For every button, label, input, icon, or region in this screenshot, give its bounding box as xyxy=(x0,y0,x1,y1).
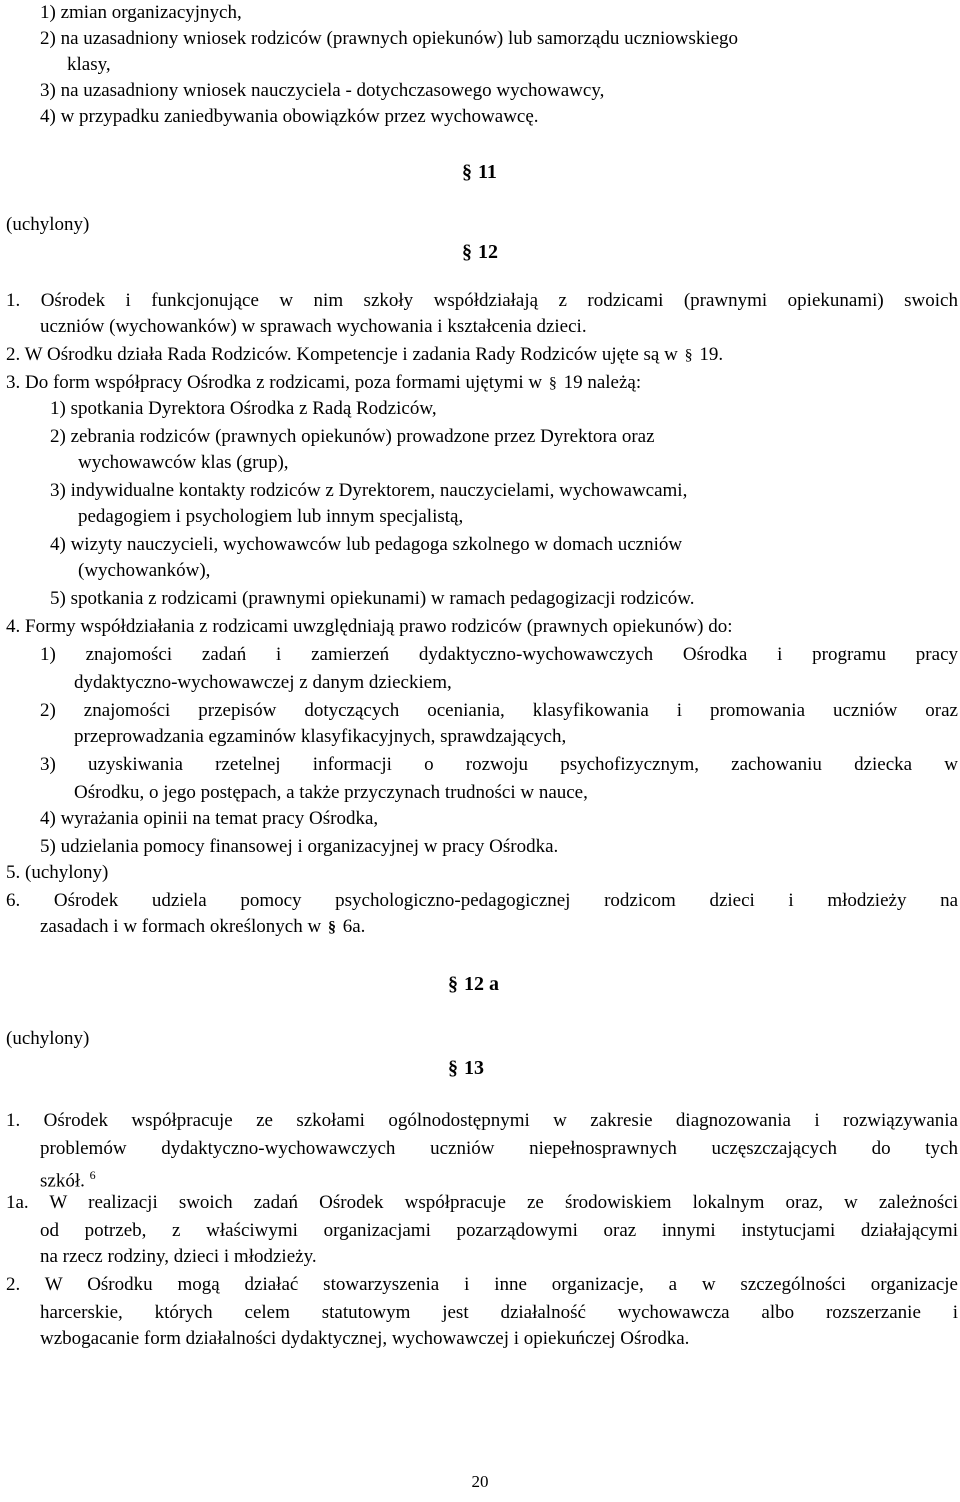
list-item: 4) wizyty nauczycieli, wychowawców lub pedagoga szkolnego w domach uczniów xyxy=(50,534,683,555)
section-sign: § xyxy=(462,161,472,183)
paragraph-line: harcerskie, których celem statutowym jest działalność wychowawcza albo rozszerzanie i xyxy=(40,1302,958,1323)
section-sign: § xyxy=(462,241,472,263)
list-item: 3) indywidualne kontakty rodziców z Dyrektorem, nauczycielami, wychowawcami, xyxy=(50,480,688,501)
list-item: 1) spotkania Dyrektora Ośrodka z Radą Rodziców, xyxy=(50,398,437,419)
section-heading-11 xyxy=(460,158,497,186)
paragraph-text: zasadach i w formach określonych w xyxy=(40,916,322,937)
list-item-continuation: (wychowanków), xyxy=(78,560,211,581)
list-item: 1) znajomości zadań i zamierzeń dydaktyczno-wychowawczych Ośrodka i programu pracy xyxy=(40,644,958,665)
section-heading-12 xyxy=(460,238,498,266)
list-item: 5) udzielania pomocy finansowej i organizacyjnej w pracy Ośrodka. xyxy=(40,836,559,857)
paragraph-line: od potrzeb, z właściwymi organizacjami pozarządowymi oraz innymi instytucjami działającymi xyxy=(40,1220,958,1241)
paragraph-line: 1. Ośrodek i funkcjonujące w nim szkoły współdziałają z rodzicami (prawnymi opiekunami) swoich xyxy=(6,290,958,311)
page-number: 20 xyxy=(471,1472,489,1491)
section-number: 12 a xyxy=(464,973,499,995)
paragraph-line: 2. W Ośrodku mogą działać stowarzyszenia i inne organizacje, a w szczególności organizacje xyxy=(6,1274,958,1295)
section-sign: § xyxy=(448,1057,458,1079)
section-sign: § xyxy=(548,375,557,392)
list-item: 3) uzyskiwania rzetelnej informacji o rozwoju psychofizycznym, zachowaniu dziecka w xyxy=(40,754,958,775)
section-heading-12a xyxy=(446,970,499,998)
paragraph-text: szkół. xyxy=(40,1170,85,1192)
paragraph-text: 3. Do form współpracy Ośrodka z rodzicami, poza formami ujętymi w xyxy=(6,372,543,393)
paragraph-line: 4. Formy współdziałania z rodzicami uwzględniają prawo rodziców (prawnych opiekunów) do: xyxy=(6,616,733,637)
paragraph-text: 6a. xyxy=(342,916,366,937)
paragraph-line: 6. Ośrodek udziela pomocy psychologiczno-pedagogicznej rodzicom dzieci i młodzieży na xyxy=(6,890,958,911)
section-heading-13 xyxy=(446,1054,484,1082)
section-number: 11 xyxy=(478,161,497,183)
paragraph-line xyxy=(40,914,365,941)
paragraph-line: uczniów (wychowanków) w sprawach wychowania i kształcenia dzieci. xyxy=(40,316,587,337)
list-item-continuation: Ośrodku, o jego postępach, a także przyczynach trudności w nauce, xyxy=(74,782,588,803)
list-item: 4) wyrażania opinii na temat pracy Ośrodka, xyxy=(40,808,379,829)
list-item: 2) zebrania rodziców (prawnych opiekunów) prowadzone przez Dyrektora oraz xyxy=(50,426,655,447)
paragraph-text: 19 należą: xyxy=(563,372,642,393)
list-item: 1) zmian organizacyjnych, xyxy=(40,2,242,23)
list-item-continuation: pedagogiem i psychologiem lub innym specjalistą, xyxy=(78,506,464,527)
list-item: 2) znajomości przepisów dotyczących oceniania, klasyfikowania i promowania uczniów oraz xyxy=(40,700,958,721)
paragraph-line xyxy=(6,370,641,397)
section-sign: § xyxy=(327,919,336,936)
repealed-note: (uchylony) xyxy=(6,1028,90,1049)
paragraph-line: 1a. W realizacji swoich zadań Ośrodek współpracuje ze środowiskiem lokalnym oraz, w zależności xyxy=(6,1192,958,1213)
paragraph-line: 5. (uchylony) xyxy=(6,862,109,883)
paragraph-line: problemów dydaktyczno-wychowawczych uczniów niepełnosprawnych uczęszczających do tych xyxy=(40,1138,958,1159)
paragraph-text: 2. W Ośrodku działa Rada Rodziców. Kompetencje i zadania Rady Rodziców ujęte są w xyxy=(6,344,678,365)
list-item-continuation: przeprowadzania egzaminów klasyfikacyjnych, sprawdzających, xyxy=(74,726,567,747)
repealed-note: (uchylony) xyxy=(6,214,90,235)
list-item-continuation: wychowawców klas (grup), xyxy=(78,452,289,473)
paragraph-line: 1. Ośrodek współpracuje ze szkołami ogólnodostępnymi w zakresie diagnozowania i rozwiązywania xyxy=(6,1110,958,1131)
paragraph-text: 19. xyxy=(699,344,724,365)
section-number: 13 xyxy=(464,1057,484,1079)
footnote-marker: 6 xyxy=(89,1168,96,1182)
paragraph-line: na rzecz rodziny, dzieci i młodzieży. xyxy=(40,1246,317,1267)
list-item-continuation: dydaktyczno-wychowawczej z danym dzieckiem, xyxy=(74,672,452,693)
list-item-continuation: klasy, xyxy=(67,54,111,75)
section-sign: § xyxy=(448,973,458,995)
section-number: 12 xyxy=(478,241,498,263)
paragraph-line: wzbogacanie form działalności dydaktycznej, wychowawczej i opiekuńczej Ośrodka. xyxy=(40,1328,690,1349)
list-item: 4) w przypadku zaniedbywania obowiązków przez wychowawcę. xyxy=(40,106,539,127)
list-item: 5) spotkania z rodzicami (prawnymi opiekunami) w ramach pedagogizacji rodziców. xyxy=(50,588,695,609)
list-item: 2) na uzasadniony wniosek rodziców (prawnych opiekunów) lub samorządu uczniowskiego xyxy=(40,28,739,49)
list-item: 3) na uzasadniony wniosek nauczyciela - dotychczasowego wychowawcy, xyxy=(40,80,605,101)
section-sign: § xyxy=(684,347,693,364)
paragraph-line xyxy=(6,342,723,369)
